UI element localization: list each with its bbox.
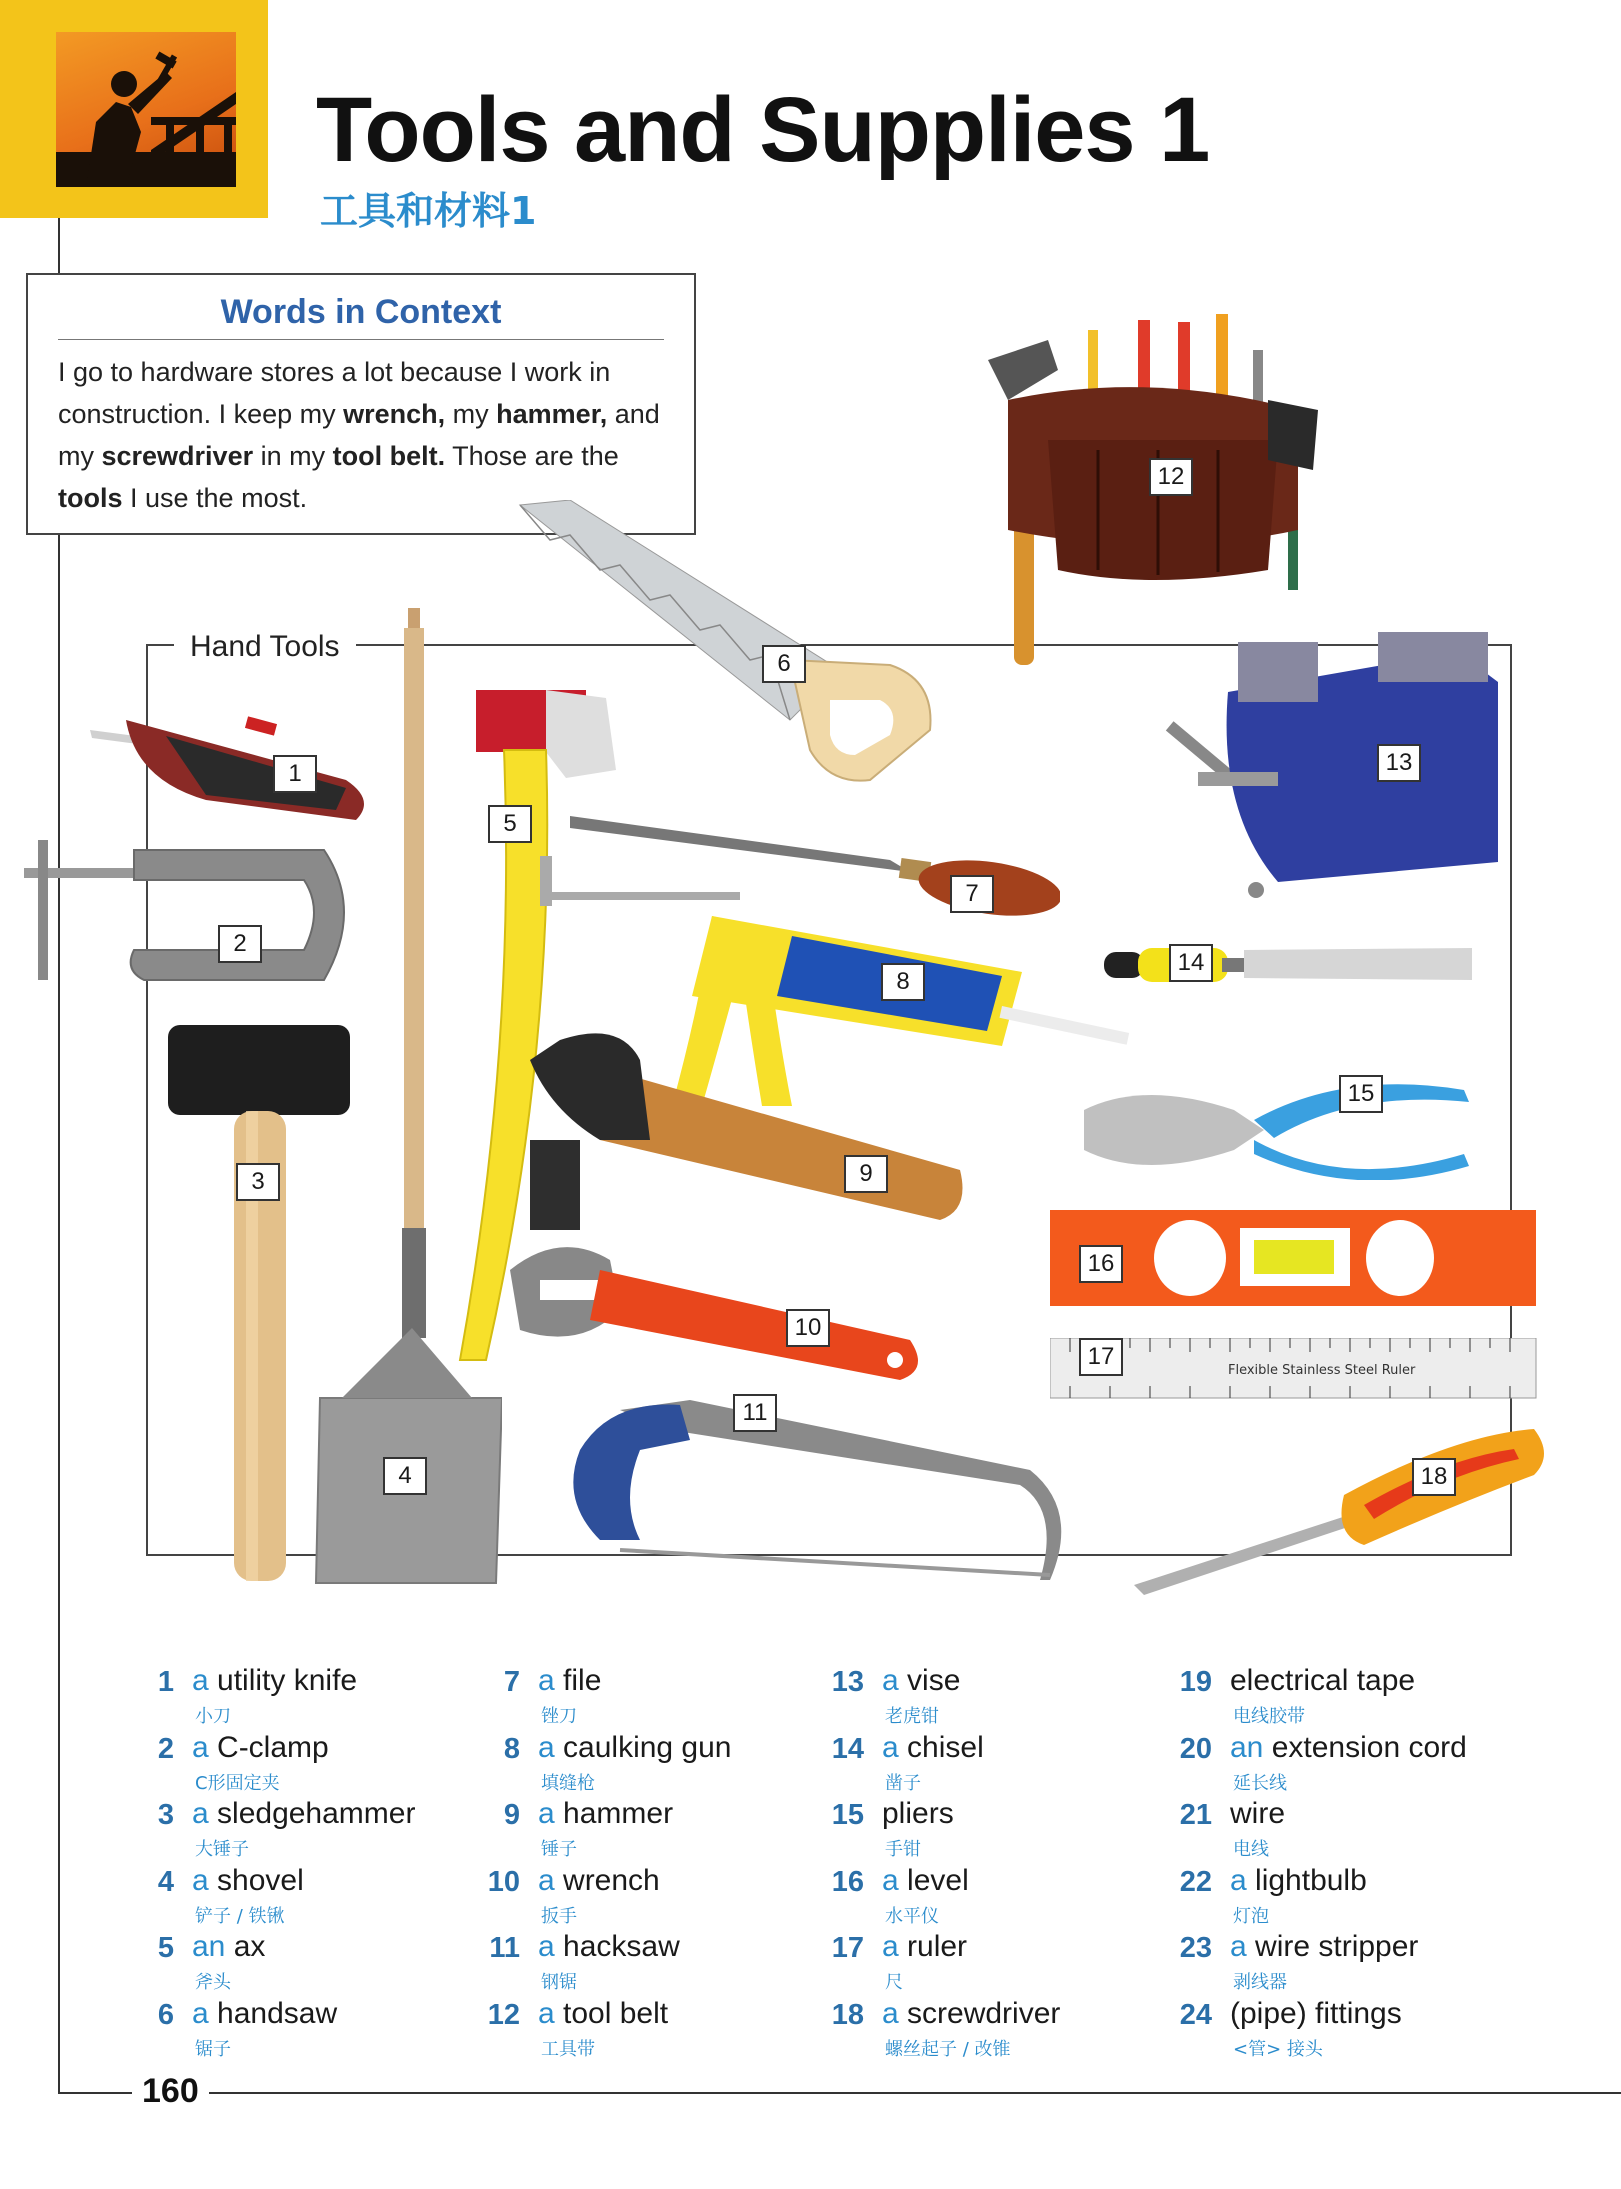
word-term — [882, 1930, 967, 1964]
word-term — [538, 1731, 732, 1765]
word-article: a — [538, 1797, 555, 1830]
ruler-label: Flexible Stainless Steel Ruler — [1228, 1363, 1416, 1378]
chisel-image — [1104, 940, 1474, 990]
word-term — [882, 1797, 954, 1831]
word-text: shovel — [217, 1863, 304, 1897]
word-term — [192, 1930, 265, 1964]
ruler-image — [1050, 1338, 1540, 1400]
vise-image — [1158, 612, 1518, 902]
word-text: wire — [1230, 1797, 1286, 1830]
word-term — [882, 1864, 969, 1898]
tool-tag-14: 14 — [1169, 944, 1213, 982]
word-article: a — [192, 1664, 209, 1697]
word-term — [192, 1864, 304, 1898]
word-term — [538, 1664, 601, 1698]
word-text: level — [907, 1863, 969, 1897]
word-term — [538, 1930, 680, 1964]
word-text: hacksaw — [563, 1930, 680, 1963]
word-article: a — [1230, 1930, 1247, 1963]
tool-tag-4: 4 — [383, 1457, 427, 1495]
word-number: 1 — [157, 1666, 174, 1698]
wrench-image — [500, 1230, 930, 1380]
tool-tag-5: 5 — [488, 805, 532, 843]
word-number: 9 — [503, 1799, 520, 1831]
tool-tag-13: 13 — [1377, 744, 1421, 782]
word-number: 6 — [157, 1998, 174, 2031]
tool-tag-7: 7 — [950, 875, 994, 913]
word-translation: 尺 — [885, 1972, 903, 1993]
tool-tag-9: 9 — [844, 1155, 888, 1193]
hammer-image — [530, 1030, 970, 1250]
word-term — [538, 1864, 660, 1898]
word-text: sledgehammer — [217, 1797, 416, 1830]
word-text: handsaw — [217, 1996, 338, 2030]
word-article: a — [882, 1863, 899, 1897]
word-translation: 大锤子 — [195, 1839, 249, 1860]
word-article: a — [538, 1730, 555, 1764]
word-text: tool belt — [563, 1996, 669, 2030]
word-article: a — [192, 1797, 209, 1830]
word-number: 19 — [1179, 1666, 1212, 1698]
tool-tag-8: 8 — [881, 963, 925, 1001]
page-subtitle: 工具和材料1 — [320, 189, 537, 233]
word-translation: 填缝枪 — [541, 1772, 595, 1794]
tool-tag-11: 11 — [733, 1394, 777, 1432]
word-number: 5 — [157, 1932, 174, 1964]
word-term — [192, 1731, 329, 1765]
word-number: 11 — [489, 1932, 520, 1964]
tool-tag-3: 3 — [236, 1163, 280, 1201]
word-text: electrical tape — [1230, 1664, 1416, 1697]
word-term — [882, 1997, 1060, 2031]
tool-tag-6: 6 — [762, 645, 806, 683]
word-text: wire stripper — [1255, 1930, 1419, 1963]
word-number: 4 — [157, 1865, 174, 1898]
context-divider — [58, 339, 664, 340]
word-term — [1230, 1864, 1367, 1898]
word-text: chisel — [907, 1730, 984, 1764]
word-number: 13 — [831, 1666, 864, 1698]
word-translation: 扳手 — [541, 1905, 577, 1927]
word-translation: 小刀 — [195, 1706, 231, 1727]
word-translation: 钢锯 — [541, 1972, 577, 1993]
word-text: ax — [233, 1930, 266, 1963]
word-article: a — [882, 1996, 899, 2030]
word-text: vise — [907, 1664, 961, 1697]
word-term — [1230, 1731, 1467, 1765]
word-translation: 斧头 — [195, 1972, 231, 1993]
tool-tag-16: 16 — [1079, 1245, 1123, 1283]
construction-worker-silhouette-icon — [56, 32, 236, 187]
word-translation: 螺丝起子 / 改锥 — [885, 2038, 1011, 2060]
word-number: 20 — [1179, 1732, 1212, 1765]
word-translation: <管> 接头 — [1233, 2038, 1323, 2060]
word-text: caulking gun — [563, 1730, 732, 1764]
word-text: lightbulb — [1255, 1863, 1367, 1897]
word-article: a — [882, 1664, 899, 1697]
word-translation: 铲子 / 铁锹 — [195, 1905, 285, 1927]
word-number: 15 — [831, 1799, 864, 1831]
word-article: a — [882, 1930, 899, 1963]
word-article: a — [882, 1730, 899, 1764]
word-term — [1230, 1997, 1402, 2031]
tool-tag-17: 17 — [1079, 1338, 1123, 1376]
word-term — [1230, 1930, 1418, 1964]
word-term — [538, 1997, 668, 2031]
word-number: 3 — [157, 1799, 174, 1831]
tool-tag-12: 12 — [1149, 458, 1193, 496]
word-term — [192, 1797, 415, 1831]
page-title: Tools and Supplies 1 — [316, 79, 1210, 181]
word-number: 7 — [503, 1666, 520, 1698]
word-translation: C形固定夹 — [195, 1772, 280, 1794]
word-number: 21 — [1179, 1799, 1212, 1831]
word-translation: 灯泡 — [1233, 1905, 1269, 1927]
word-number: 8 — [503, 1732, 520, 1765]
word-text: C-clamp — [217, 1730, 329, 1764]
word-translation: 剥线器 — [1233, 1972, 1287, 1993]
word-text: utility knife — [217, 1664, 358, 1697]
words-in-context-box — [26, 273, 696, 535]
word-article: an — [1230, 1730, 1264, 1764]
word-article: an — [192, 1930, 226, 1963]
word-translation: 锤子 — [541, 1839, 577, 1860]
word-article: a — [192, 1996, 209, 2030]
hand-tools-label: Hand Tools — [174, 630, 356, 664]
word-number: 22 — [1179, 1865, 1212, 1898]
word-term — [538, 1797, 673, 1831]
word-number: 2 — [157, 1732, 174, 1765]
tool-tag-15: 15 — [1339, 1075, 1383, 1113]
word-text: screwdriver — [907, 1996, 1061, 2030]
word-number: 16 — [831, 1865, 864, 1898]
word-translation: 工具带 — [541, 2038, 595, 2060]
word-number: 10 — [487, 1865, 520, 1898]
word-term — [882, 1664, 960, 1698]
word-text: ruler — [907, 1930, 968, 1963]
word-number: 18 — [831, 1998, 864, 2031]
word-article: a — [538, 1930, 555, 1963]
word-text: hammer — [563, 1797, 674, 1830]
context-title: Words in Context — [220, 293, 502, 331]
word-term — [192, 1664, 357, 1698]
word-translation: 锉刀 — [541, 1706, 577, 1727]
word-translation: 凿子 — [885, 1772, 921, 1794]
word-translation: 老虎钳 — [885, 1706, 939, 1727]
word-number: 23 — [1179, 1932, 1212, 1964]
word-number: 17 — [831, 1932, 864, 1964]
word-translation: 电线胶带 — [1233, 1706, 1305, 1727]
word-text: wrench — [563, 1863, 660, 1897]
word-text: file — [563, 1664, 602, 1697]
word-translation: 延长线 — [1233, 1772, 1287, 1794]
word-translation: 水平仪 — [885, 1905, 939, 1927]
word-text: pliers — [882, 1797, 954, 1830]
page-rule-bottom — [58, 2092, 1621, 2094]
word-article: a — [538, 1863, 555, 1897]
word-text: (pipe) fittings — [1230, 1996, 1402, 2030]
word-term — [1230, 1797, 1285, 1831]
context-text: I go to hardware stores a lot because I work in construction. I keep my wrench, my hammer, and my screwdriver in my tool belt. Those are the tools I use the most. — [58, 357, 660, 513]
word-number: 24 — [1179, 1998, 1212, 2031]
word-number: 14 — [831, 1732, 864, 1765]
screwdriver-image — [1134, 1415, 1554, 1605]
level-image — [1050, 1210, 1540, 1310]
pliers-image — [1084, 1070, 1474, 1180]
word-article: a — [538, 1996, 555, 2030]
word-article: a — [538, 1664, 555, 1697]
c-clamp-image — [24, 840, 354, 1000]
word-article: a — [1230, 1863, 1247, 1897]
tool-tag-2: 2 — [218, 925, 262, 963]
word-translation: 锯子 — [195, 2038, 231, 2060]
word-term — [192, 1997, 337, 2031]
word-translation: 电线 — [1233, 1839, 1269, 1860]
hacksaw-image — [560, 1390, 1080, 1590]
word-article: a — [192, 1730, 209, 1764]
word-term — [882, 1731, 984, 1765]
tool-tag-18: 18 — [1412, 1458, 1456, 1496]
tool-tag-1: 1 — [273, 755, 317, 793]
tool-tag-10: 10 — [786, 1309, 830, 1347]
word-text: extension cord — [1271, 1730, 1467, 1764]
word-term — [1230, 1664, 1415, 1698]
word-translation: 手钳 — [885, 1839, 921, 1860]
page-number: 160 — [132, 2072, 209, 2111]
word-number: 12 — [487, 1998, 520, 2031]
word-article: a — [192, 1863, 209, 1897]
